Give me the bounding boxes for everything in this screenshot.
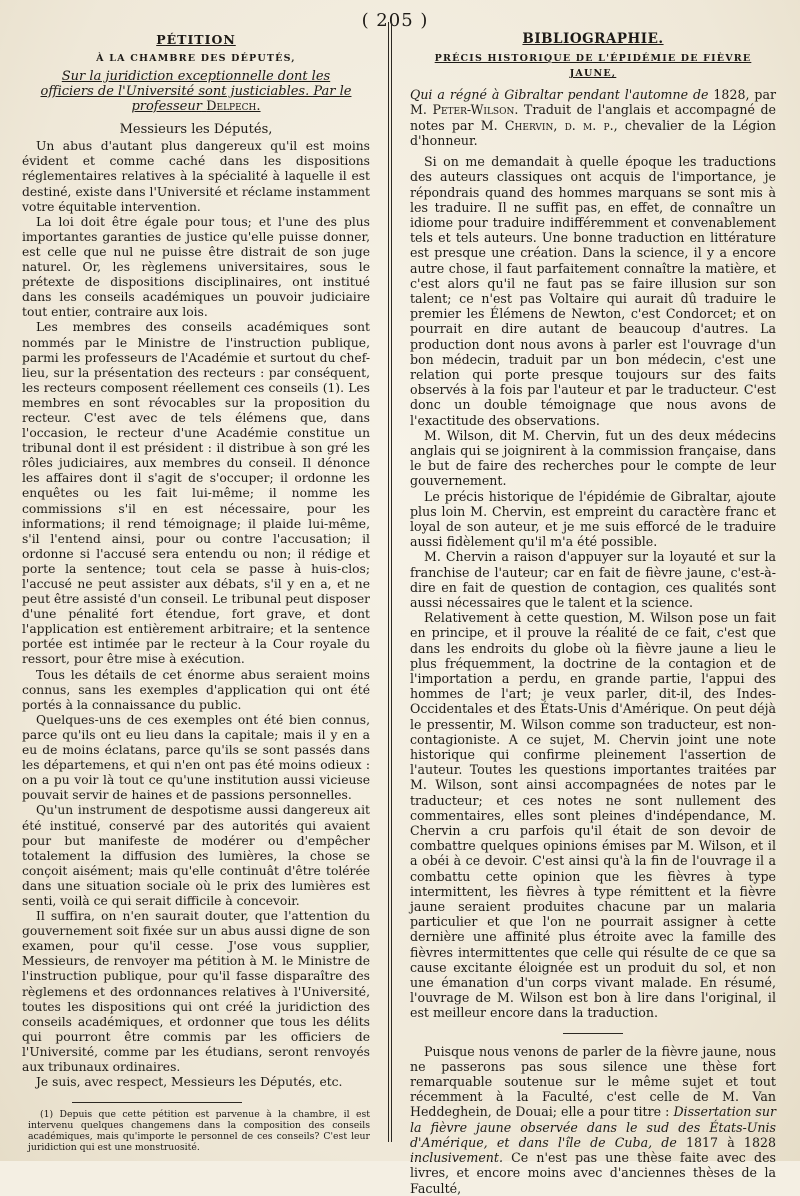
book-author: Peter-Wilson. (432, 102, 519, 118)
right-column (410, 32, 776, 1196)
petition-author: Delpech. (206, 99, 261, 115)
petition-footnote: (1) Depuis que cette pétition est parvenue à la chambre, il est intervenu quelques changemens dans la composition des conseils académiques, mais qu'importe le personnel de ces conseils? C'est leur juridiction qui est une monstruosité. (28, 1109, 370, 1154)
petition-paragraph: Les membres des conseils académiques sont nommés par le Ministre de l'instruction publique, parmi les professeurs de l'Académie et surtout du chef-lieu, sur la présentation des recteurs : par conséquent, les recteurs composent réellement ces conseils (1). Les membres en sont révocables sur la proposition du recteur. C'est avec de tels élémens que, dans l'occasion, le recteur d'une Académie constitue un tribunal dont il est président : il distribue à son gré les rôles judiciaires, aux membres du conseil. Il dénonce les affaires dont il s'agit de s'occuper; il ordonne les enquêtes ou les fait lui-même; il nomme les commissions s'il en est nécessaire, pour les informations; il rend témoignage; il plaide lui-même, s'il l'entend ainsi, pour ou contre l'accusation; il ordonne si l'accusé sera entendu ou non; il rédige et porte la sentence; tout cela se passe à huis-clos; l'accusé ne peut assister aux débats, s'il y en a, et ne peut être assisté d'un conseil. Le tribunal peut disposer d'une pénalité fort étendue, fort grave, et dont l'application est entièrement arbitraire; et la sentence portée est intimée par le recteur à la Cour royale du ressort, pour être mise à exécution. (22, 320, 370, 667)
section-divider (563, 1033, 623, 1034)
book-tail: chevalier de la Légion d'honneur. (410, 117, 776, 148)
review-paragraph: Relativement à cette question, M. Wilson pose un fait en principe, et il prouve la réalité de ce fait, c'est que dans les endroits du globe où la fièvre jaune a lieu le plus fréquemment, la doctrine de la contagion et de l'importation a perdu, en grande partie, l'appui des hommes de l'art; je veux parler, dit-il, des Indes-Occidentales et des États-Unis d'Amérique. On peut déjà le pressentir, M. Wilson comme son traducteur, est non-contagioniste. A ce sujet, M. Chervin joint une note historique qui confirme pleinement l'assertion de l'auteur. Toutes les questions importantes traitées par M. Wilson, sont ainsi accompagnées de notes par le traducteur; et ces notes ne sont nullement des commentaires, elles sont pleines d'indépendance, M. Chervin a cru parfois qu'il était de son devoir de combattre quelques opinions émises par M. Wilson, et il a obéi à ce devoir. C'est ainsi qu'à la fin de l'ouvrage il a combattu cette opinion que les fièvres à type intermittent, les fièvres à type rémittent et la fièvre jaune seraient produites chacune par un malaria particulier et que l'on ne pourrait assigner à cette dernière une affinité plus étroite avec la famille des fièvres intermittentes que celle qui résulte de ce que sa cause excitante éloignée est un produit du sol, et non une émanation d'un corps vivant malade. En résumé, l'ouvrage de M. Wilson est bon à lire dans l'original, il est meilleur encore dans la traduction. (410, 610, 776, 1021)
petition-paragraph: Un abus d'autant plus dangereux qu'il est moins évident et comme caché dans les dispositions réglementaires relatives à la spécialité à laquelle il est destiné, existe dans l'Université et réclame instamment votre équitable intervention. (22, 139, 370, 214)
petition-paragraph: Il suffira, on n'en saurait douter, que l'attention du gouvernement soit fixée sur un abus aussi digne de son examen, pour qu'il cesse. J'ose vous supplier, Messieurs, de renvoyer ma pétition à M. le Ministre de l'instruction publique, pour qu'il fasse disparaître des règlemens et des ordonnances relatives à l'Université, toutes les dispositions qui ont créé la juridiction des conseils académiques, et ordonner que tous les délits qui pourront être commis par les officiers de l'Université, comme par les étudians, seront renvoyés aux tribunaux ordinaires. (22, 909, 370, 1074)
review-paragraph: M. Wilson, dit M. Chervin, fut un des deux médecins anglais qui se joignirent à la commission française, dans le but de faire des recherches pour le compte de leur gouvernement. (410, 427, 776, 489)
petition-signoff: Je suis, avec respect, Messieurs les Députés, etc. (36, 1075, 343, 1090)
petition-paragraph: Qu'un instrument de despotisme aussi dangereux ait été institué, conservé par des autorités qui avaient pour but manifeste de modérer ou d'empêcher totalement la diffusion des lumières, la chose se conçoit aisément; mais qu'elle continuât d'être tolérée dans une situation sociale où le prix des lumières est senti, voilà ce qui serait difficile à concevoir. (22, 803, 370, 908)
petition-paragraph: La loi doit être égale pour tous; et l'une des plus importantes garanties de justice qu'elle puisse donner, est celle que nul ne puisse être distrait de son juge naturel. Or, les règlemens universitaires, sous le prétexte de dispositions disciplinaires, ont institué dans les conseils académiques un pouvoir judiciaire tout entier, contraire aux lois. (22, 214, 370, 320)
review-paragraph: Le précis historique de l'épidémie de Gibraltar, ajoute plus loin M. Chervin, est empreint du caractère franc et loyal de son auteur, et je me suis efforcé de le traduire aussi fidèlement qu'il m'a été possible. (410, 488, 776, 550)
bibliography-heading: BIBLIOGRAPHIE. (522, 31, 664, 47)
review-paragraph: M. Chervin a raison d'appuyer sur la loyauté et sur la franchise de l'auteur; car en fait de fièvre jaune, c'est-à-dire en fait de question de contagion, ces qualités sont aussi nécessaires que le talent et la science. (410, 549, 776, 610)
book-title (410, 87, 776, 148)
thesis-paragraph (410, 1044, 776, 1196)
book-title-italic: Qui a régné à Gibraltar pendant l'automne de (410, 87, 709, 103)
footnote-divider (72, 1102, 242, 1103)
petition-address: À LA CHAMBRE DES DÉPUTÉS, (96, 53, 296, 65)
book-rest: Traduit de l'anglais et accompagné de notes par M. (410, 102, 777, 133)
petition-subtitle (38, 69, 354, 114)
thesis-inclusive: inclusivement. (410, 1150, 503, 1166)
thesis-continuation: Ce n'est pas une thèse faite avec des livres, et encore moins avec d'anciennes thèses de la Faculté, (410, 1150, 776, 1196)
petition-paragraph: Tous les détails de cet énorme abus seraient moins connus, sans les exemples d'application qui ont été portés à la connaissance du public. (22, 667, 370, 712)
book-title-year: 1828, par M. (410, 87, 776, 118)
precis-heading: PRÉCIS HISTORIQUE DE L'ÉPIDÉMIE DE FIÈVRE JAUNE, (434, 53, 752, 80)
petition-salutation: Messieurs les Députés, (119, 122, 273, 138)
petition-paragraph: Quelques-uns de ces exemples ont été bien connus, parce qu'ils ont eu lieu dans la capitale; mais il y en a eu de moins éclatans, parce qu'ils se sont passés dans les départemens, et qui n'en ont pas été moins odieux : on a pu voir là tout ce qu'une institution aussi vicieuse pouvait servir de haines et de passions personnelles. (22, 712, 370, 803)
review-paragraph: Si on me demandait à quelle époque les traductions des auteurs classiques ont acquis de l'importance, je répondrais quand des hommes marquans se sont mis à les traduire. Il ne suffit pas, en effet, de connaître un idiome pour traduire indifféremment et convenablement tels et tels auteurs. Une bonne traduction en littérature est presque une création. Dans la science, il y a encore autre chose, il faut parfaitement connaître la matière, et c'est alors qu'il ne faut pas se faire illusion sur son talent; ce n'est pas Voltaire qui aurait dû traduire le premier les Élémens de Newton, c'est Condorcet; et on pourrait en dire autant de beaucoup d'autres. La production dont nous avons à parler est l'ouvrage d'un bon médecin, traduit par un bon médecin, c'est une relation qui porte presque toujours sur des faits observés à la fois par l'auteur et par le traducteur. C'est donc un double témoignage que nous avons de l'exactitude des observations. (410, 154, 776, 428)
thesis-title: Dissertation sur la fièvre jaune observée dans le sud des États-Unis d'Amérique, et dans l'île de Cuba, de (410, 1104, 776, 1150)
petition-subtitle-text: Sur la juridiction exceptionnelle dont les officiers de l'Université sont justiciables. Par le professeur (40, 69, 352, 115)
book-translator: Chervin, d. m. p., (504, 117, 618, 133)
petition-heading: PÉTITION (156, 32, 236, 47)
column-divider (388, 22, 392, 1142)
page-number: ( 205 ) (361, 10, 429, 31)
left-column (22, 32, 370, 1153)
thesis-years: 1817 à 1828 (686, 1134, 776, 1150)
thesis-intro: Puisque nous venons de parler de la fièvre jaune, nous ne passerons pas sous silence une thèse fort remarquable soutenue sur le même sujet et tout récemment à la Faculté, c'est celle de M. Van Heddeghein, de Douai; elle a pour titre : (410, 1043, 776, 1120)
